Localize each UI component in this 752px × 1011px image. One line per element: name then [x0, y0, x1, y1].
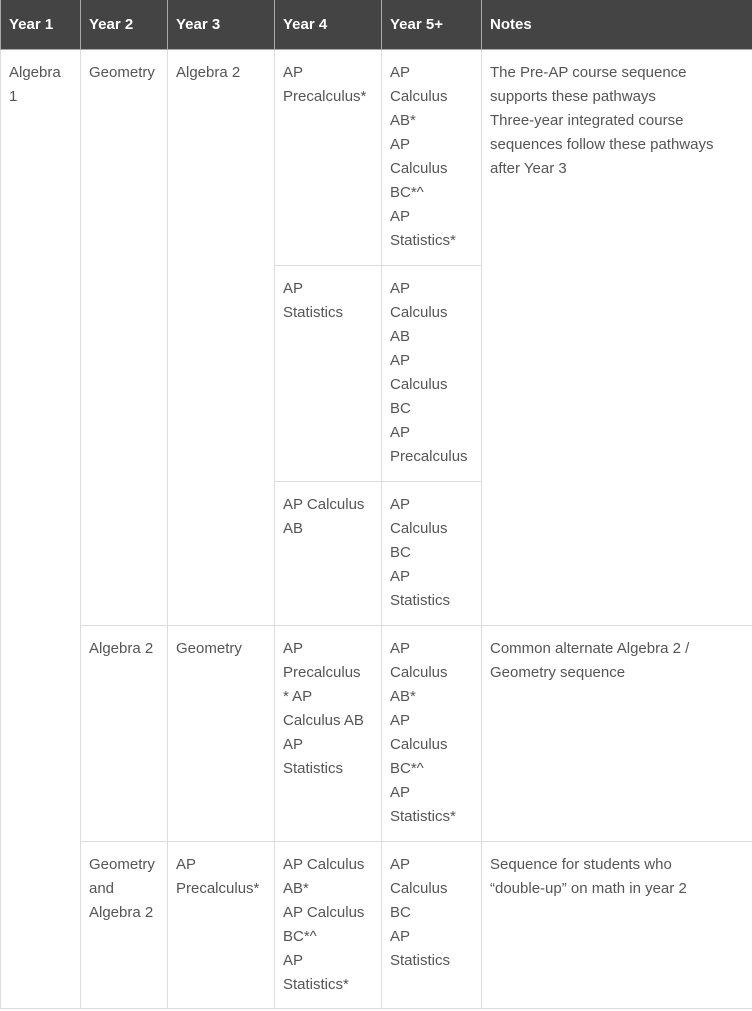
- cell-year4: AP Statistics: [275, 266, 382, 482]
- table-row: [1, 626, 752, 842]
- table-row: [1, 842, 752, 1009]
- cell-year5: AP Calculus AB* AP Calculus BC*^ AP Statistics*: [382, 626, 482, 842]
- header-year-4: Year 4: [275, 0, 382, 50]
- header-year-1: Year 1: [1, 0, 81, 50]
- cell-year5: AP Calculus AB AP Calculus BC AP Precalculus: [382, 266, 482, 482]
- cell-year5: AP Calculus BC AP Statistics: [382, 482, 482, 626]
- cell-year3: Algebra 2: [168, 50, 275, 626]
- header-notes: Notes: [482, 0, 752, 50]
- table-row: [1, 50, 752, 266]
- cell-year3: AP Precalculus*: [168, 842, 275, 1009]
- cell-year4: AP Calculus AB: [275, 482, 382, 626]
- cell-year2: Geometry: [81, 50, 168, 626]
- cell-year3: Geometry: [168, 626, 275, 842]
- cell-notes: Common alternate Algebra 2 / Geometry sequence: [482, 626, 752, 842]
- header-year-5: Year 5+: [382, 0, 482, 50]
- cell-year4: AP Precalculus*: [275, 50, 382, 266]
- cell-notes: The Pre-AP course sequence supports these pathways Three-year integrated course sequences follow these pathways after Year 3: [482, 50, 752, 626]
- cell-year5: AP Calculus AB* AP Calculus BC*^ AP Statistics*: [382, 50, 482, 266]
- cell-year5: AP Calculus BC AP Statistics: [382, 842, 482, 1009]
- cell-year2: Geometry and Algebra 2: [81, 842, 168, 1009]
- cell-year2: Algebra 2: [81, 626, 168, 842]
- cell-year4: AP Precalculus * AP Calculus AB AP Statistics: [275, 626, 382, 842]
- header-year-3: Year 3: [168, 0, 275, 50]
- cell-notes: Sequence for students who “double-up” on math in year 2: [482, 842, 752, 1009]
- cell-year1: Algebra 1: [1, 50, 81, 1009]
- header-year-2: Year 2: [81, 0, 168, 50]
- header-row: [1, 0, 752, 50]
- cell-year4: AP Calculus AB* AP Calculus BC*^ AP Statistics*: [275, 842, 382, 1009]
